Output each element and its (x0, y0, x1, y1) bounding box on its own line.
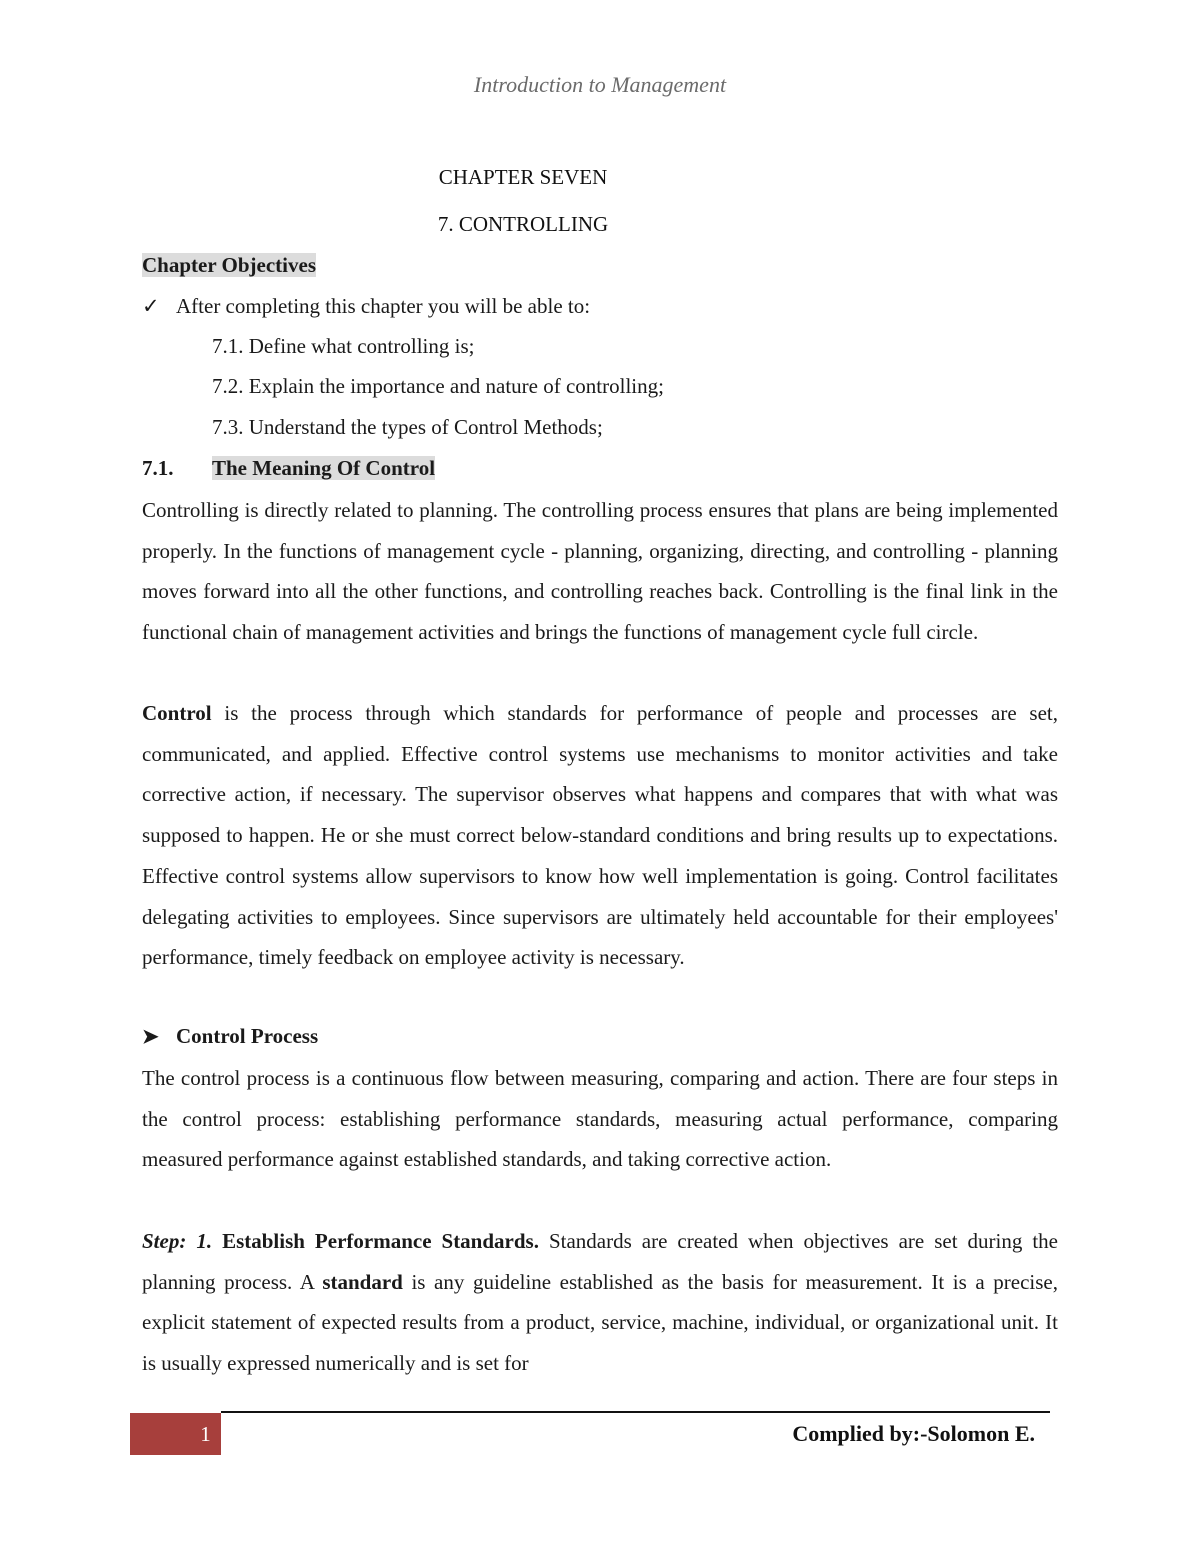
control-process-heading (142, 1024, 318, 1049)
paragraph-step-1 (142, 1221, 1058, 1384)
paragraph-control-text: is the process through which standards for performance of people and processes are set, communicated, and applied. Effective control systems use mechanisms to monitor activities and take corrective action, if necessary. The supervisor observes what happens and compares that with what was supposed to happen. He or she must correct below-standard conditions and bring results up to expectations. Effective control systems allow supervisors to know how well implementation is going. Control facilitates delegating activities to employees. Since supervisors are ultimately held accountable for their employees' performance, timely feedback on employee activity is necessary. (142, 701, 1058, 970)
term-standard: standard (322, 1269, 403, 1294)
chapter-title: CHAPTER SEVEN (438, 165, 608, 189)
page-number: 1 (200, 1421, 211, 1446)
checkmark-icon: ✓ (142, 294, 160, 318)
section-title: The Meaning Of Control (212, 456, 436, 480)
running-header: Introduction to Management (473, 72, 727, 97)
step-text-b: is any guideline established as the basis for measurement. It is a precise, explicit statement of expected results from a product, service, machine, individual, or organizational unit. It is usually expressed numerically and is set for (142, 1269, 1058, 1376)
objective-item: 7.3. Understand the types of Control Methods; (212, 415, 603, 439)
chapter-subtitle: 7. CONTROLLING (437, 212, 609, 236)
paragraph-control-definition (142, 693, 1058, 978)
term-control: Control (142, 701, 212, 725)
step-text-a: Standards are created when objectives are set during the planning process. A (142, 1229, 1058, 1294)
arrowhead-icon: ➤ (142, 1026, 159, 1048)
paragraph-meaning-of-control: Controlling is directly related to planning. The controlling process ensures that plans are being implemented properly. In the functions of management cycle - planning, organizing, directing, and controlling - planning moves forward into all the other functions, and controlling reaches back. Controlling is the final link in the functional chain of management activities and brings the functions of management cycle full circle. (142, 498, 1058, 645)
footer-rule (221, 1411, 1050, 1413)
step-title: Establish Performance Standards. (212, 1229, 539, 1253)
objective-item: 7.2. Explain the importance and nature of controlling; (212, 374, 664, 398)
objectives-heading (142, 253, 316, 278)
footer-author: Complied by:-Solomon E. (792, 1421, 1035, 1446)
control-process-heading-text: Control Process (176, 1024, 319, 1048)
section-number: 7.1. (142, 456, 174, 480)
objective-item: 7.1. Define what controlling is; (212, 334, 475, 358)
objectives-intro (142, 294, 590, 319)
page-number-box (130, 1413, 221, 1455)
step-label: Step: 1. (142, 1229, 213, 1253)
objectives-heading-text: Chapter Objectives (142, 253, 316, 277)
section-heading-7-1 (142, 456, 435, 481)
paragraph-control-process: The control process is a continuous flow between measuring, comparing and action. There are four steps in the control process: establishing performance standards, measuring actual performance, comparing measured performance against established standards, and taking corrective action. (142, 1066, 1058, 1172)
objectives-intro-text: After completing this chapter you will be able to: (176, 294, 591, 318)
